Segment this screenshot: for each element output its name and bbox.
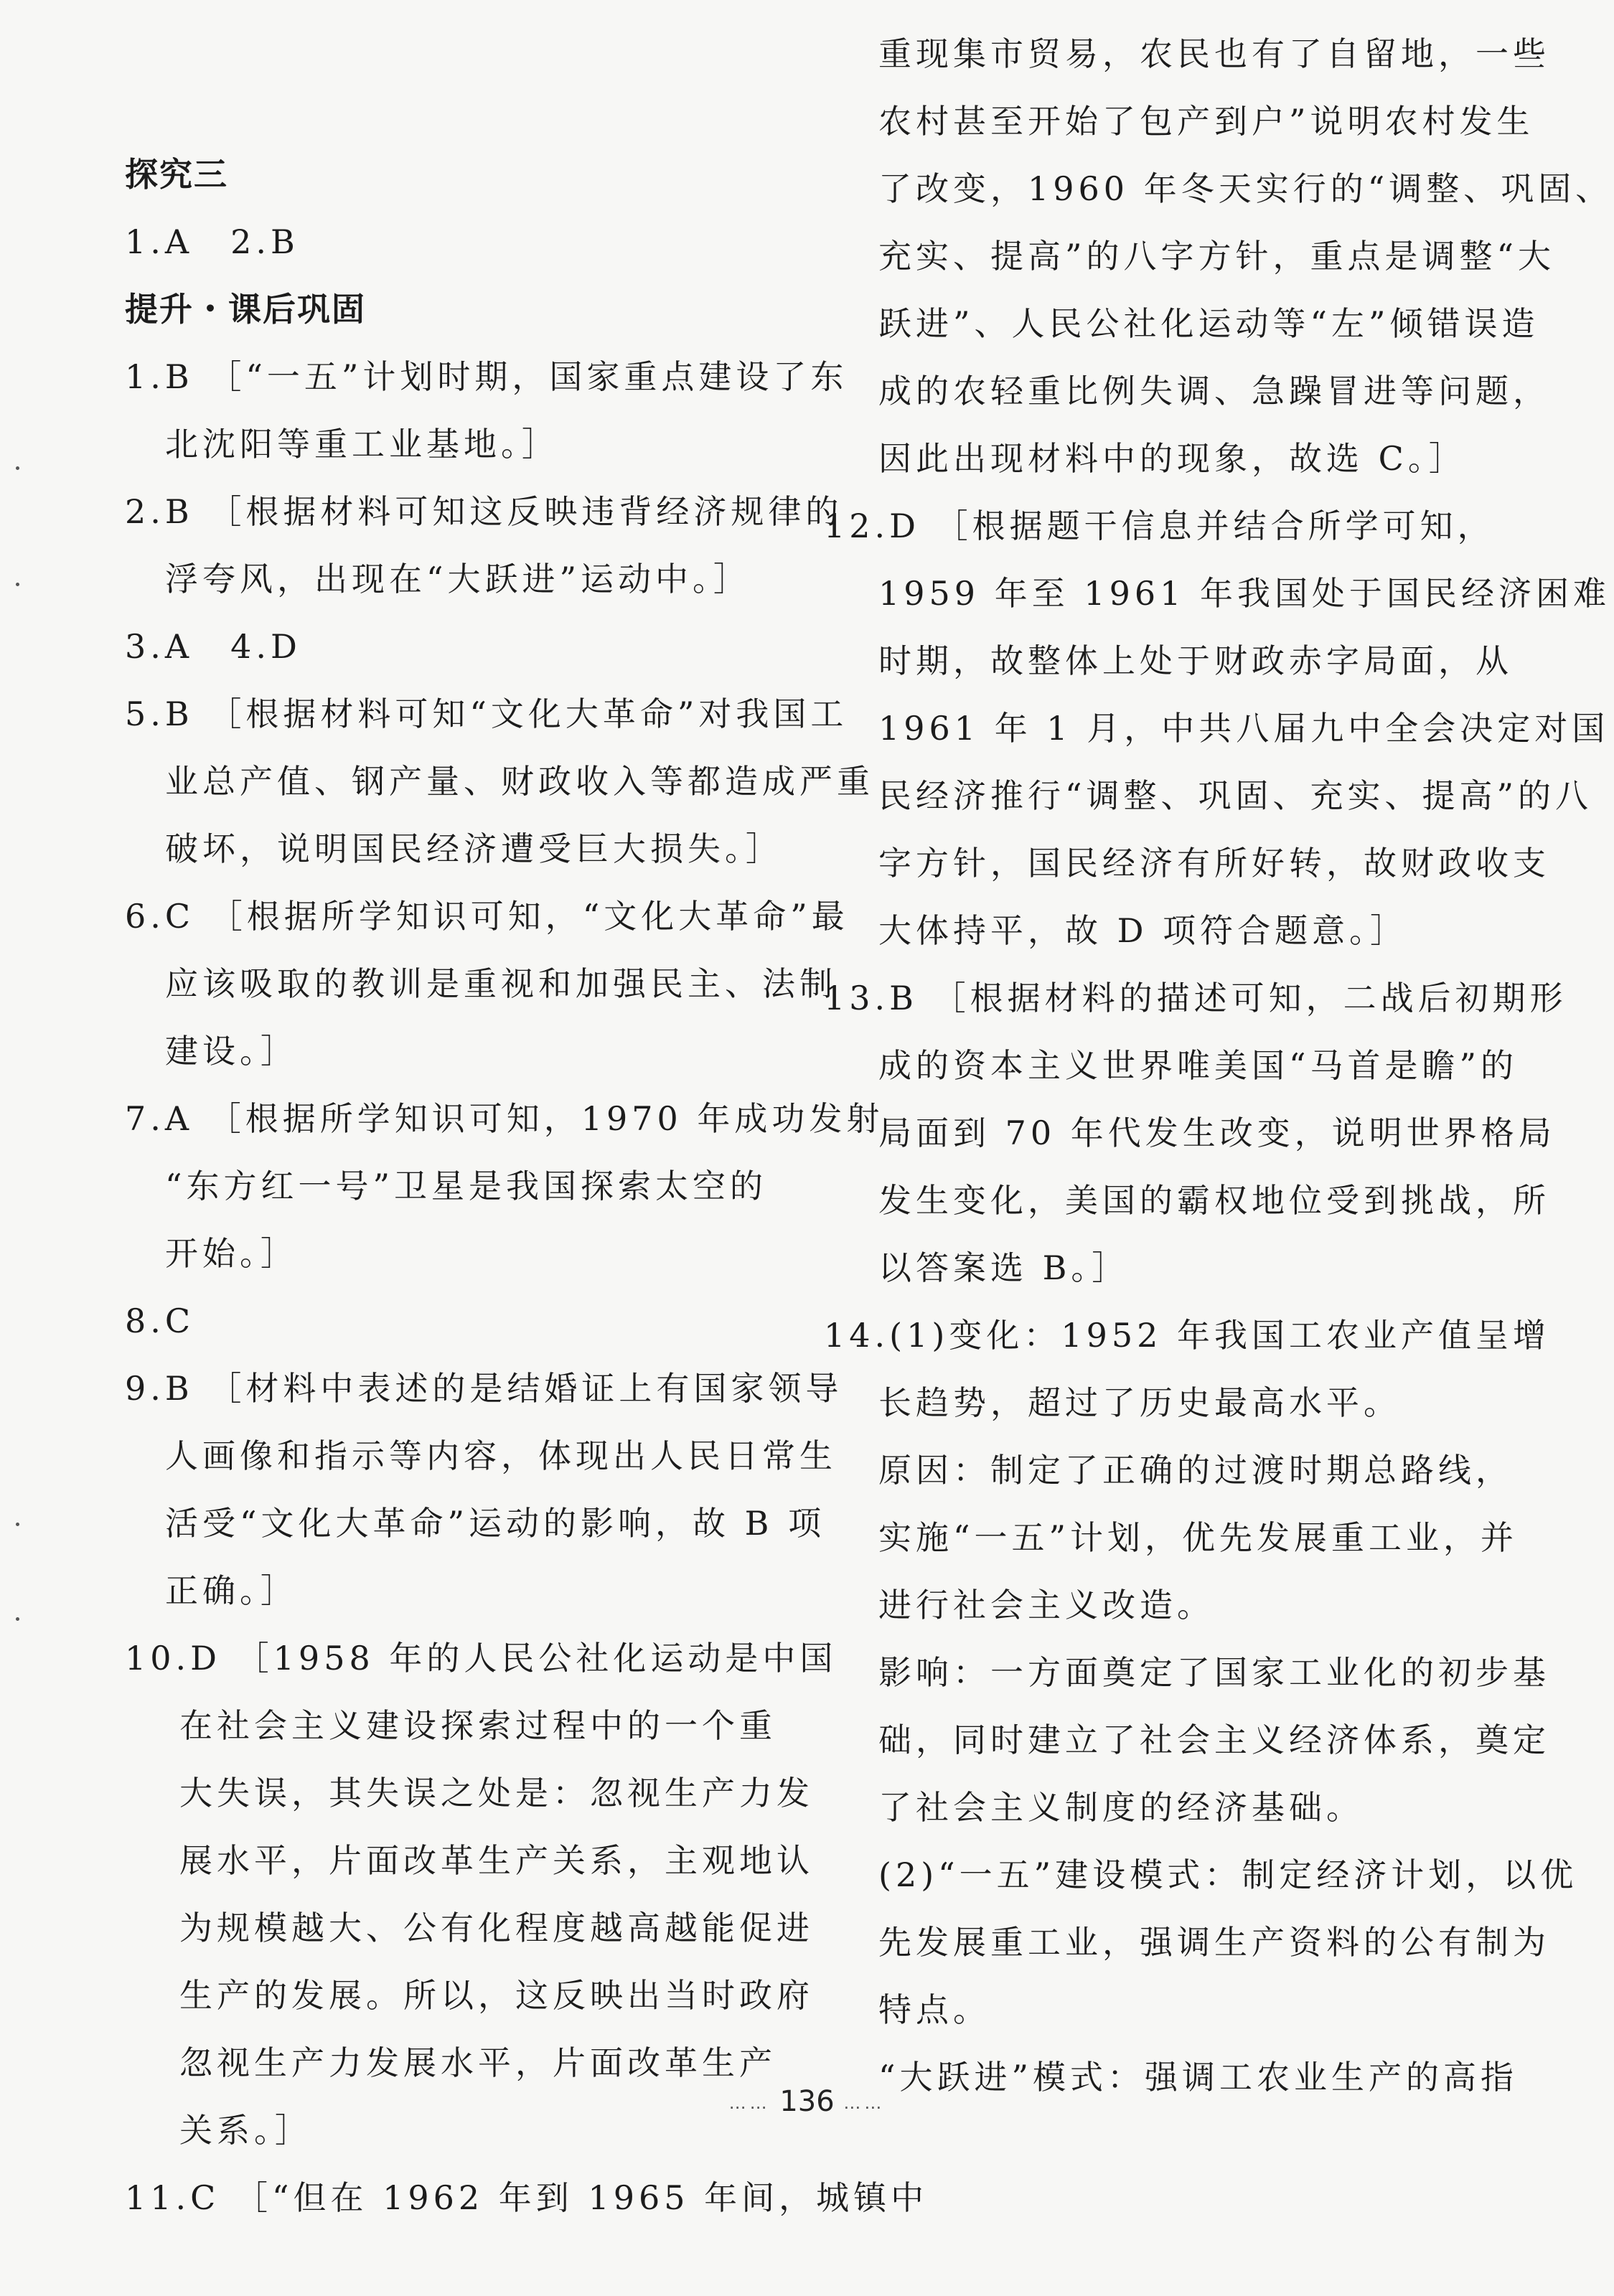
answer-12-line: 大体持平，故 D 项符合题意。］ xyxy=(878,911,1408,950)
answer-14-line: 特点。 xyxy=(878,1990,990,2029)
answer-11-line: 充实、提高”的八字方针，重点是调整“大 xyxy=(878,237,1556,276)
answer-14-line: 影响：一方面奠定了国家工业化的初步基 xyxy=(878,1653,1550,1692)
answer-14-line: 14.(1)变化：1952 年我国工农业产值呈增 xyxy=(824,1316,1551,1355)
answer-14-line: 原因：制定了正确的过渡时期总路线， xyxy=(878,1451,1513,1490)
answer-5-line: 破坏，说明国民经济遭受巨大损失。］ xyxy=(165,829,783,868)
section-heading: 探究三 xyxy=(125,155,228,194)
answer-13-line: 发生变化，美国的霸权地位受到挑战，所 xyxy=(878,1181,1550,1220)
answer-2-line: 2.B ［根据材料可知这反映违背经济规律的 xyxy=(125,492,843,531)
answer-11-line: 重现集市贸易，农民也有了自留地，一些 xyxy=(878,34,1550,73)
answer-6-line: 应该吸取的教训是重视和加强民主、法制 xyxy=(165,964,837,1003)
answer-6-line: 6.C ［根据所学知识可知，“文化大革命”最 xyxy=(125,897,849,936)
answer-13-line: 13.B ［根据材料的描述可知，二战后初期形 xyxy=(824,979,1567,1017)
answer-10-line: 大失误，其失误之处是：忽视生产力发 xyxy=(179,1774,814,1812)
page-number: 136 xyxy=(779,2085,835,2118)
answer-12-line: 民经济推行“调整、巩固、充实、提高”的八 xyxy=(878,776,1593,815)
answer-12-line: 时期，故整体上处于财政赤字局面，从 xyxy=(878,641,1513,680)
margin-mark xyxy=(16,466,19,470)
footer-dots-right: …… xyxy=(843,2093,886,2113)
answer-12-line: 12.D ［根据题干信息并结合所学可知， xyxy=(824,507,1495,545)
answer-13-line: 局面到 70 年代发生改变，说明世界格局 xyxy=(878,1114,1556,1152)
answer-7-line: “东方红一号”卫星是我国探索太空的 xyxy=(165,1167,768,1205)
answer-9-line: 正确。］ xyxy=(165,1571,298,1610)
answer-7-line: 7.A ［根据所学知识可知，1970 年成功发射 xyxy=(125,1099,884,1138)
answer-line: 1.A 2.B xyxy=(125,222,299,261)
answer-10-line: 生产的发展。所以，这反映出当时政府 xyxy=(179,1976,814,2015)
answer-14-line: 实施“一五”计划，优先发展重工业，并 xyxy=(878,1518,1519,1557)
answer-10-line: 忽视生产力发展水平，片面改革生产 xyxy=(179,2043,776,2082)
answer-11-line: 成的农轻重比例失调、急躁冒进等问题， xyxy=(878,372,1550,410)
answer-14-line: 先发展重工业，强调生产资料的公有制为 xyxy=(878,1923,1550,1962)
answer-1-line: 北沈阳等重工业基地。］ xyxy=(165,425,559,464)
answer-14-line: “大跃进”模式：强调工农业生产的高指 xyxy=(878,2058,1519,2097)
answer-12-line: 字方针，国民经济有所好转，故财政收支 xyxy=(878,844,1550,883)
margin-mark xyxy=(16,583,19,586)
answer-5-line: 5.B ［根据材料可知“文化大革命”对我国工 xyxy=(125,695,848,733)
page-footer xyxy=(0,2085,1614,2118)
answer-10-line: 展水平，片面改革生产关系，主观地认 xyxy=(179,1841,814,1880)
answer-10-line: 在社会主义建设探索过程中的一个重 xyxy=(179,1706,776,1745)
answer-14-line: 长趋势，超过了历史最高水平。 xyxy=(878,1383,1401,1422)
answer-11-line: 11.C ［“但在 1962 年到 1965 年间，城镇中 xyxy=(125,2178,929,2217)
answer-2-line: 浮夸风，出现在“大跃进”运动中。］ xyxy=(165,560,751,598)
answer-5-line: 业总产值、钢产量、财政收入等都造成严重 xyxy=(165,762,874,801)
answer-10-line: 为规模越大、公有化程度越高越能促进 xyxy=(179,1909,814,1947)
answer-12-line: 1961 年 1 月，中共八届九中全会决定对国 xyxy=(878,709,1610,748)
answer-10-line: 10.D ［1958 年的人民公社化运动是中国 xyxy=(125,1639,838,1678)
answer-7-line: 开始。］ xyxy=(165,1234,298,1273)
answer-1-line: 1.B ［“一五”计划时期，国家重点建设了东 xyxy=(125,357,848,396)
answer-11-line: 因此出现材料中的现象，故选 C。］ xyxy=(878,439,1466,478)
footer-dots-left: …… xyxy=(728,2093,771,2113)
answer-11-line: 农村甚至开始了包产到户”说明农村发生 xyxy=(878,102,1534,141)
answer-12-line: 1959 年至 1961 年我国处于国民经济困难 xyxy=(878,574,1610,613)
sub-heading: 提升・课后巩固 xyxy=(125,290,366,329)
answer-9-line: 人画像和指示等内容，体现出人民日常生 xyxy=(165,1436,837,1475)
right-column xyxy=(824,34,1613,2111)
margin-mark xyxy=(16,1617,19,1621)
answer-9-line: 9.B ［材料中表述的是结婚证上有国家领导 xyxy=(125,1369,843,1408)
answer-13-line: 以答案选 B。］ xyxy=(878,1248,1130,1287)
answer-11-line: 了改变，1960 年冬天实行的“调整、巩固、 xyxy=(878,169,1613,208)
answer-line: 3.A 4.D xyxy=(125,627,301,666)
answer-14-line: (2)“一五”建设模式：制定经济计划，以优 xyxy=(878,1855,1578,1894)
answer-14-line: 进行社会主义改造。 xyxy=(878,1586,1214,1624)
answer-11-line: 跃进”、人民公社化运动等“左”倾错误造 xyxy=(878,304,1539,343)
answer-14-line: 了社会主义制度的经济基础。 xyxy=(878,1788,1364,1827)
answer-6-line: 建设。］ xyxy=(165,1032,298,1071)
answer-10-line: 关系。］ xyxy=(179,2111,312,2150)
answer-13-line: 成的资本主义世界唯美国“马首是瞻”的 xyxy=(878,1046,1519,1085)
margin-mark xyxy=(16,1523,19,1526)
answer-14-line: 础，同时建立了社会主义经济体系，奠定 xyxy=(878,1721,1550,1759)
answer-line: 8.C xyxy=(125,1302,195,1340)
answer-9-line: 活受“文化大革命”运动的影响，故 B 项 xyxy=(165,1504,826,1543)
